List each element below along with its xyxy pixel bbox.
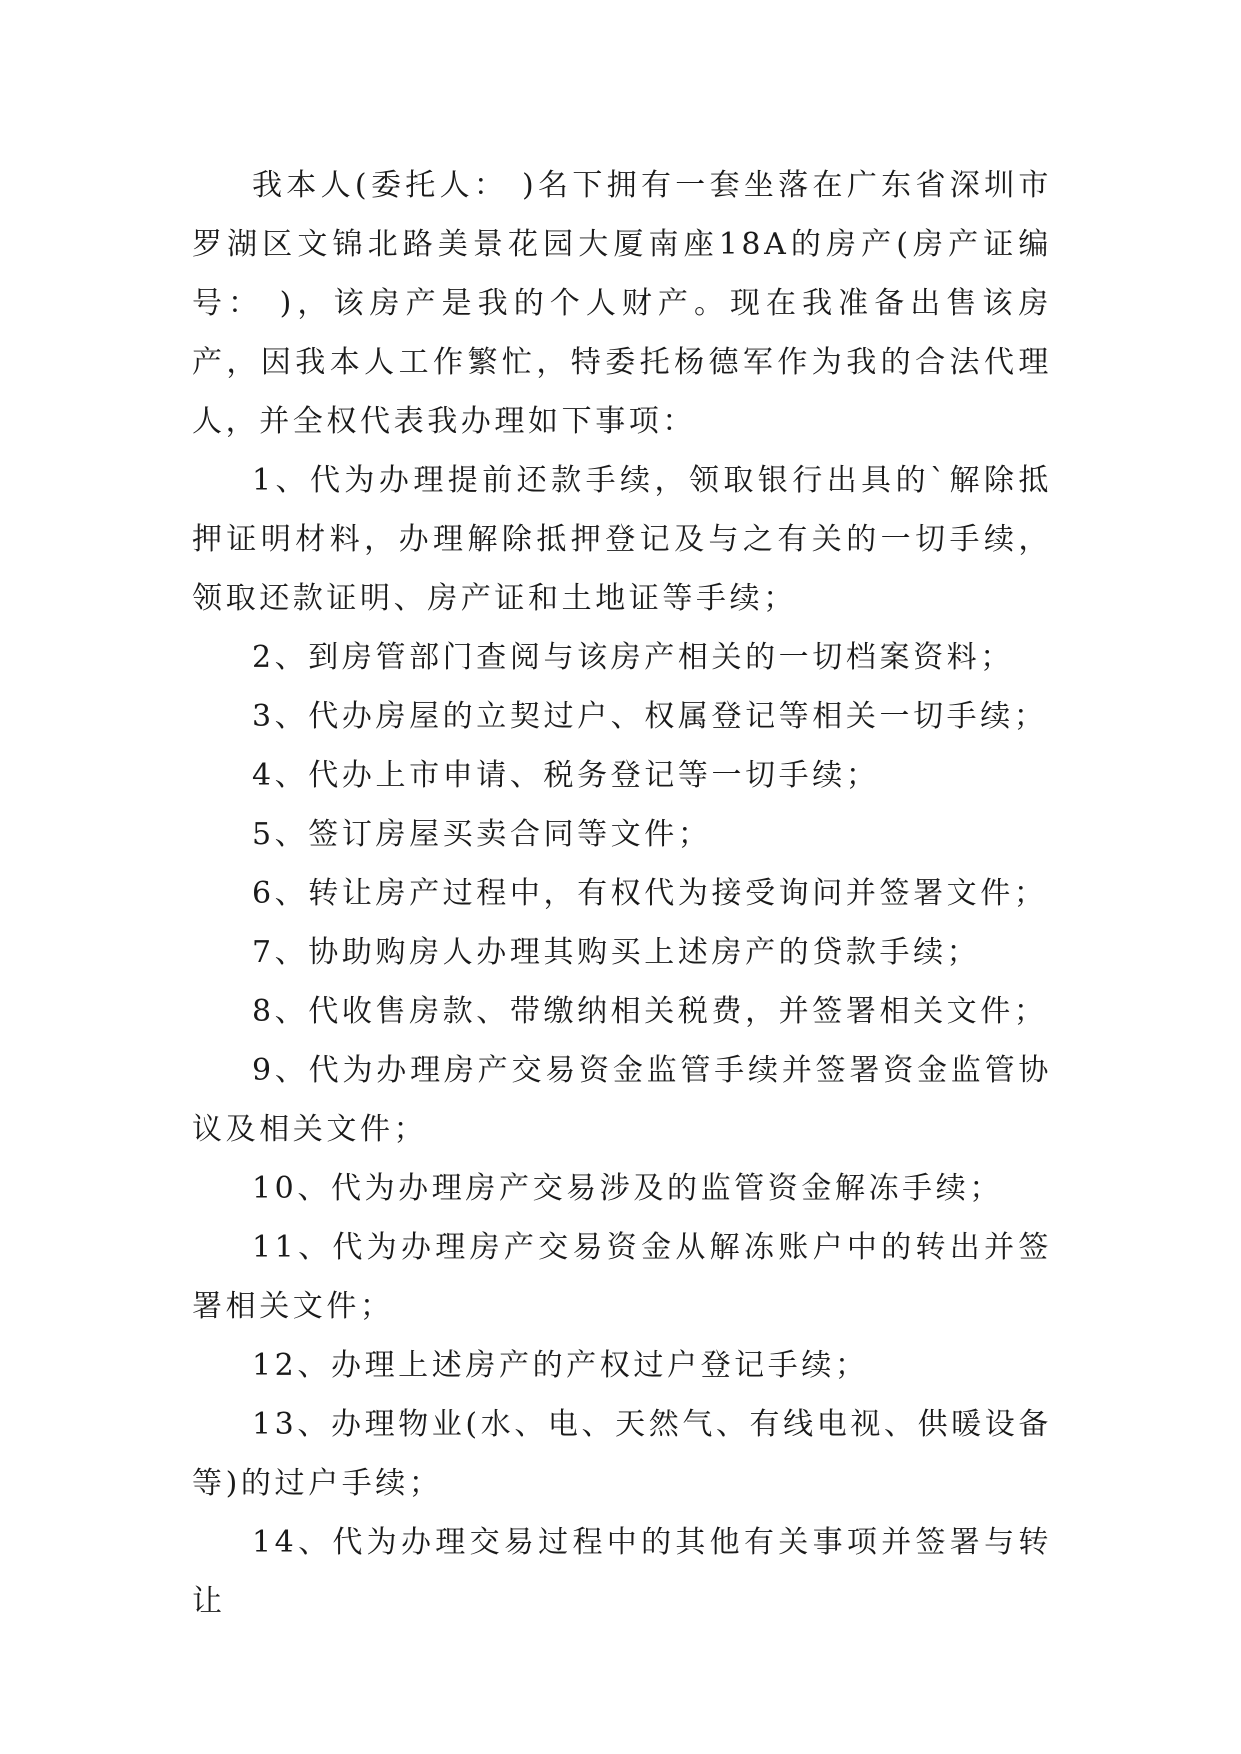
item-paragraph-11: 11、代为办理房产交易资金从解冻账户中的转出并签署相关文件； <box>192 1230 1052 1324</box>
item-paragraph-9: 9、代为办理房产交易资金监管手续并签署资金监管协议及相关文件； <box>192 1053 1052 1147</box>
item-paragraph-7: 7、协助购房人办理其购买上述房产的贷款手续； <box>252 935 981 970</box>
item-paragraph-1: 1、代为办理提前还款手续，领取银行出具的`解除抵押证明材料，办理解除抵押登记及与之有关的一切手续，领取还款证明、房产证和土地证等手续； <box>192 463 1052 616</box>
item-paragraph-14: 14、代为办理交易过程中的其他有关事项并签署与转让 <box>192 1525 1052 1619</box>
item-paragraph-10: 10、代为办理房产交易涉及的监管资金解冻手续； <box>252 1171 1003 1206</box>
item-paragraph-6: 6、转让房产过程中，有权代为接受询问并签署文件； <box>252 876 1048 911</box>
document-body <box>192 156 1052 1631</box>
item-paragraph-13: 13、办理物业(水、电、天然气、有线电视、供暖设备等)的过户手续； <box>192 1407 1052 1501</box>
item-paragraph-8: 8、代收售房款、带缴纳相关税费，并签署相关文件； <box>252 994 1048 1029</box>
intro-paragraph: 我本人(委托人： )名下拥有一套坐落在广东省深圳市罗湖区文锦北路美景花园大厦南座18A的房产(房产证编号： )，该房产是我的个人财产。现在我准备出售该房产，因我本人工作繁忙，特委托杨德军作为我的合法代理人，并全权代表我办理如下事项： <box>192 168 1052 439</box>
item-paragraph-2: 2、到房管部门查阅与该房产相关的一切档案资料； <box>252 640 1014 675</box>
item-paragraph-3: 3、代办房屋的立契过户、权属登记等相关一切手续； <box>252 699 1048 734</box>
item-paragraph-5: 5、签订房屋买卖合同等文件； <box>252 817 712 852</box>
item-paragraph-4: 4、代办上市申请、税务登记等一切手续； <box>252 758 880 793</box>
item-paragraph-12: 12、办理上述房产的产权过户登记手续； <box>252 1348 869 1383</box>
